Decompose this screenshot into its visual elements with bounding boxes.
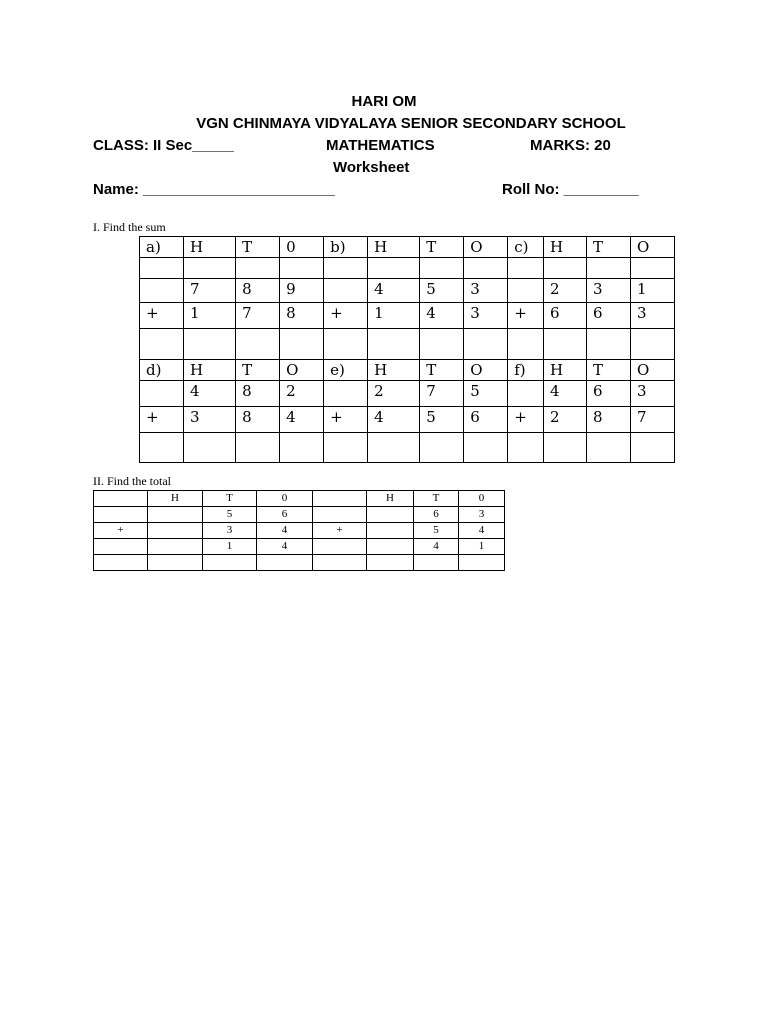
total-table-cell: 4 <box>459 523 505 539</box>
sum-table-row <box>140 279 675 303</box>
roll-no-field-label: Roll No: _________ <box>502 181 639 198</box>
total-table-cell: 1 <box>203 539 257 555</box>
subject-label: MATHEMATICS <box>326 137 435 154</box>
sum-table-cell: H <box>544 360 587 381</box>
sum-table-cell <box>508 258 544 279</box>
sum-table-cell: 8 <box>280 303 324 329</box>
total-table-cell: H <box>367 491 414 507</box>
sum-table-cell <box>586 433 630 463</box>
sum-table-cell: 4 <box>420 303 464 329</box>
sum-table-cell <box>140 258 184 279</box>
total-table-cell: 3 <box>459 507 505 523</box>
sum-table-cell: d) <box>140 360 184 381</box>
total-table-cell <box>313 539 367 555</box>
sum-table-cell: H <box>183 360 235 381</box>
total-table-cell: 0 <box>257 491 313 507</box>
sum-table-cell: 7 <box>630 407 674 433</box>
sum-table-cell: 8 <box>586 407 630 433</box>
sum-table-cell: 1 <box>630 279 674 303</box>
total-table-cell <box>459 555 505 571</box>
sum-table-cell: c) <box>508 237 544 258</box>
sum-table-cell: 6 <box>544 303 587 329</box>
sum-table-cell: 3 <box>630 303 674 329</box>
total-table-cell <box>148 507 203 523</box>
sum-table-cell: + <box>324 303 368 329</box>
sum-table-cell: 6 <box>586 303 630 329</box>
sum-table-cell: f) <box>508 360 544 381</box>
sum-table-cell: H <box>368 360 420 381</box>
total-table-cell: + <box>313 523 367 539</box>
sum-table-cell: 3 <box>630 381 674 407</box>
sum-table-cell <box>420 433 464 463</box>
total-table <box>93 490 505 571</box>
sum-table-cell <box>324 279 368 303</box>
total-table-cell <box>367 523 414 539</box>
sum-table-cell <box>236 329 280 360</box>
total-table-cell <box>94 491 148 507</box>
sum-table-cell <box>508 381 544 407</box>
sum-table-cell: 0 <box>280 237 324 258</box>
sum-table-cell: + <box>508 303 544 329</box>
sum-table-cell <box>630 258 674 279</box>
sum-table-cell: 5 <box>464 381 508 407</box>
sum-table-cell <box>544 258 587 279</box>
total-table-cell <box>367 555 414 571</box>
sum-table-cell: T <box>236 237 280 258</box>
sum-table-cell: 8 <box>236 381 280 407</box>
sum-table-cell: 8 <box>236 407 280 433</box>
sum-table-cell: 7 <box>183 279 235 303</box>
sum-table-cell: O <box>630 237 674 258</box>
sum-table-cell <box>368 433 420 463</box>
total-table-cell: + <box>94 523 148 539</box>
sum-table-cell <box>544 329 587 360</box>
sum-table-cell: 2 <box>544 279 587 303</box>
total-table-cell: 1 <box>459 539 505 555</box>
total-table-cell <box>313 491 367 507</box>
sum-table-row <box>140 237 675 258</box>
sum-table-cell: T <box>586 360 630 381</box>
sum-table-cell <box>508 433 544 463</box>
sum-table-cell <box>280 329 324 360</box>
sum-table-row <box>140 303 675 329</box>
sum-table-cell: H <box>544 237 587 258</box>
sum-table-cell <box>280 433 324 463</box>
sum-table-cell: 3 <box>464 279 508 303</box>
sum-table-cell: 2 <box>544 407 587 433</box>
sum-table-cell: a) <box>140 237 184 258</box>
total-table-cell <box>148 539 203 555</box>
sum-table-cell: T <box>236 360 280 381</box>
sum-table-cell: 7 <box>236 303 280 329</box>
total-table-cell: 6 <box>257 507 313 523</box>
sum-table-cell: 5 <box>420 407 464 433</box>
sum-table-cell: 1 <box>183 303 235 329</box>
sum-table-cell: T <box>420 360 464 381</box>
sum-table-cell <box>140 279 184 303</box>
sum-table-cell: O <box>464 360 508 381</box>
sum-table-cell: H <box>183 237 235 258</box>
sum-table-cell <box>464 258 508 279</box>
sum-table-cell: T <box>586 237 630 258</box>
sum-table-cell: 1 <box>368 303 420 329</box>
total-table-cell: 5 <box>203 507 257 523</box>
sum-table-cell: 4 <box>544 381 587 407</box>
name-field-label: Name: _______________________ <box>93 181 335 198</box>
sum-table-cell <box>508 329 544 360</box>
sum-table-cell: 4 <box>368 407 420 433</box>
sum-table-cell: b) <box>324 237 368 258</box>
total-table-row <box>94 555 505 571</box>
sum-table-cell: + <box>140 303 184 329</box>
worksheet-label: Worksheet <box>333 159 410 176</box>
sum-table-cell: 2 <box>368 381 420 407</box>
total-table-row <box>94 539 505 555</box>
total-table-cell: T <box>203 491 257 507</box>
sum-table-cell <box>420 329 464 360</box>
total-table-cell <box>203 555 257 571</box>
section-1-title: I. Find the sum <box>93 220 166 234</box>
sum-table-row <box>140 329 675 360</box>
sum-table-cell <box>140 381 184 407</box>
sum-table-cell: 8 <box>236 279 280 303</box>
sum-table-cell <box>324 381 368 407</box>
sum-table-cell: O <box>464 237 508 258</box>
sum-table-cell: 6 <box>464 407 508 433</box>
sum-table-cell <box>368 329 420 360</box>
school-motto: HARI OM <box>351 93 417 110</box>
total-table-cell <box>367 507 414 523</box>
sum-table-cell <box>630 329 674 360</box>
total-table-cell: 4 <box>257 523 313 539</box>
sum-table-cell: 4 <box>280 407 324 433</box>
sum-table-cell: 4 <box>368 279 420 303</box>
total-table-row <box>94 523 505 539</box>
sum-table-cell <box>280 258 324 279</box>
sum-table-cell: + <box>324 407 368 433</box>
sum-table-cell <box>183 433 235 463</box>
sum-table-cell: 3 <box>586 279 630 303</box>
sum-table-cell <box>183 258 235 279</box>
sum-table <box>139 236 675 463</box>
total-table-cell <box>313 555 367 571</box>
sum-table-cell: T <box>420 237 464 258</box>
sum-table-cell <box>140 433 184 463</box>
total-table-cell: 6 <box>414 507 459 523</box>
sum-table-cell: 9 <box>280 279 324 303</box>
total-table-cell <box>94 507 148 523</box>
sum-table-cell <box>508 279 544 303</box>
sum-table-cell <box>586 258 630 279</box>
total-table-cell: 3 <box>203 523 257 539</box>
sum-table-cell: 2 <box>280 381 324 407</box>
total-table-cell <box>94 539 148 555</box>
sum-table-cell <box>324 433 368 463</box>
sum-table-cell: O <box>280 360 324 381</box>
sum-table-row <box>140 381 675 407</box>
total-table-cell: 4 <box>414 539 459 555</box>
sum-table-cell: 5 <box>420 279 464 303</box>
sum-table-cell <box>324 329 368 360</box>
sum-table-row <box>140 258 675 279</box>
marks-label: MARKS: 20 <box>530 137 611 154</box>
total-table-cell <box>313 507 367 523</box>
total-table-cell <box>367 539 414 555</box>
total-table-cell <box>257 555 313 571</box>
sum-table-cell <box>140 329 184 360</box>
total-table-cell <box>148 555 203 571</box>
total-table-cell: T <box>414 491 459 507</box>
sum-table-cell <box>544 433 587 463</box>
sum-table-cell: + <box>508 407 544 433</box>
sum-table-cell: 4 <box>183 381 235 407</box>
total-table-cell: 5 <box>414 523 459 539</box>
sum-table-cell <box>420 258 464 279</box>
sum-table-cell <box>236 433 280 463</box>
sum-table-cell: e) <box>324 360 368 381</box>
sum-table-cell: 3 <box>464 303 508 329</box>
sum-table-cell: O <box>630 360 674 381</box>
total-table-cell <box>94 555 148 571</box>
total-table-cell: 0 <box>459 491 505 507</box>
sum-table-cell: 3 <box>183 407 235 433</box>
sum-table-cell <box>368 258 420 279</box>
sum-table-cell <box>236 258 280 279</box>
sum-table-cell <box>586 329 630 360</box>
total-table-cell: 4 <box>257 539 313 555</box>
sum-table-row <box>140 360 675 381</box>
total-table-row <box>94 507 505 523</box>
total-table-cell: H <box>148 491 203 507</box>
sum-table-cell: H <box>368 237 420 258</box>
sum-table-cell: 7 <box>420 381 464 407</box>
sum-table-cell <box>630 433 674 463</box>
sum-table-row <box>140 407 675 433</box>
sum-table-cell <box>183 329 235 360</box>
sum-table-cell <box>464 329 508 360</box>
school-name: VGN CHINMAYA VIDYALAYA SENIOR SECONDARY SCHOOL <box>196 115 626 132</box>
sum-table-cell <box>464 433 508 463</box>
sum-table-row <box>140 433 675 463</box>
sum-table-cell <box>324 258 368 279</box>
total-table-cell <box>148 523 203 539</box>
sum-table-cell: + <box>140 407 184 433</box>
total-table-row <box>94 491 505 507</box>
total-table-cell <box>414 555 459 571</box>
section-2-title: II. Find the total <box>93 474 171 488</box>
sum-table-cell: 6 <box>586 381 630 407</box>
class-label: CLASS: II Sec_____ <box>93 137 234 154</box>
